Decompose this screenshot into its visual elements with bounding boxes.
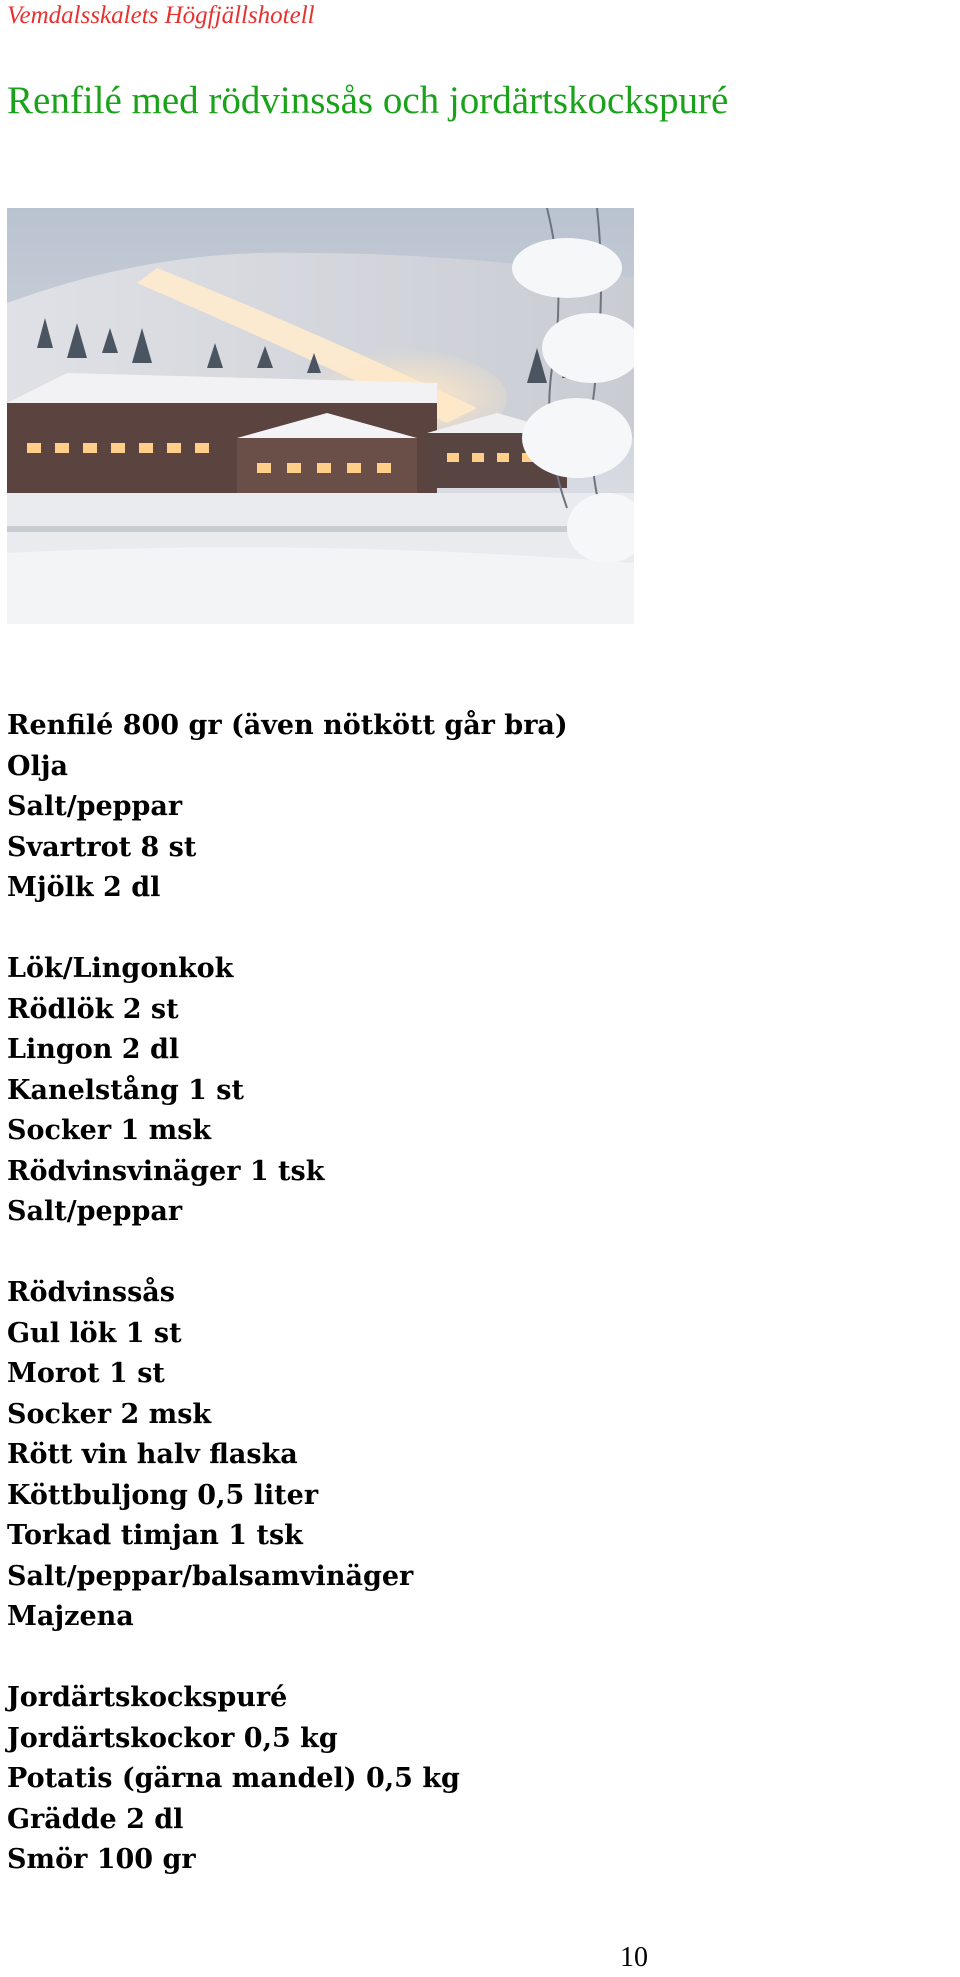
section-heading: Lök/Lingonkok [7,953,234,984]
page-number: 10 [620,1942,648,1973]
ingredient-line: Jordärtskockor 0,5 kg [7,1722,338,1754]
ingredient-line: Rödlök 2 st [7,993,179,1025]
ingredient-line: Mjölk 2 dl [7,872,161,903]
ingredient-line: Torkad timjan 1 tsk [7,1520,303,1551]
ingredient-line: Potatis (gärna mandel) 0,5 kg [7,1763,460,1794]
section-heading: Jordärtskockspuré [7,1682,288,1713]
ingredient-line: Renfilé 800 gr (även nötkött går bra) [7,710,568,741]
ingredient-line: Salt/peppar/balsamvinäger [7,1560,414,1592]
ingredient-line: Smör 100 gr [7,1844,196,1875]
section-heading: Rödvinssås [7,1277,175,1308]
ingredient-line: Rödvinsvinäger 1 tsk [7,1155,325,1187]
ingredient-line: Köttbuljong 0,5 liter [7,1479,319,1511]
ingredient-line: Gul lök 1 st [7,1317,182,1349]
ingredient-line: Salt/peppar [7,791,183,822]
ingredient-line: Morot 1 st [7,1358,165,1389]
ingredient-line: Socker 2 msk [7,1398,212,1430]
ingredient-line: Salt/peppar [7,1196,183,1227]
ingredient-line: Rött vin halv flaska [7,1439,298,1470]
hotel-photo [7,208,634,624]
ingredient-line: Svartrot 8 st [7,831,197,863]
ingredient-list [7,706,568,1881]
ingredient-line: Lingon 2 dl [7,1034,180,1065]
ingredient-line: Majzena [7,1601,134,1632]
recipe-title: Renfilé med rödvinssås och jordärtskockspuré [7,79,729,122]
ingredient-line: Grädde 2 dl [7,1803,184,1835]
ingredient-line: Olja [7,750,69,782]
ingredient-line: Socker 1 msk [7,1115,212,1146]
document-header: Vemdalsskalets Högfjällshotell [7,2,315,29]
ingredient-line: Kanelstång 1 st [7,1074,244,1106]
